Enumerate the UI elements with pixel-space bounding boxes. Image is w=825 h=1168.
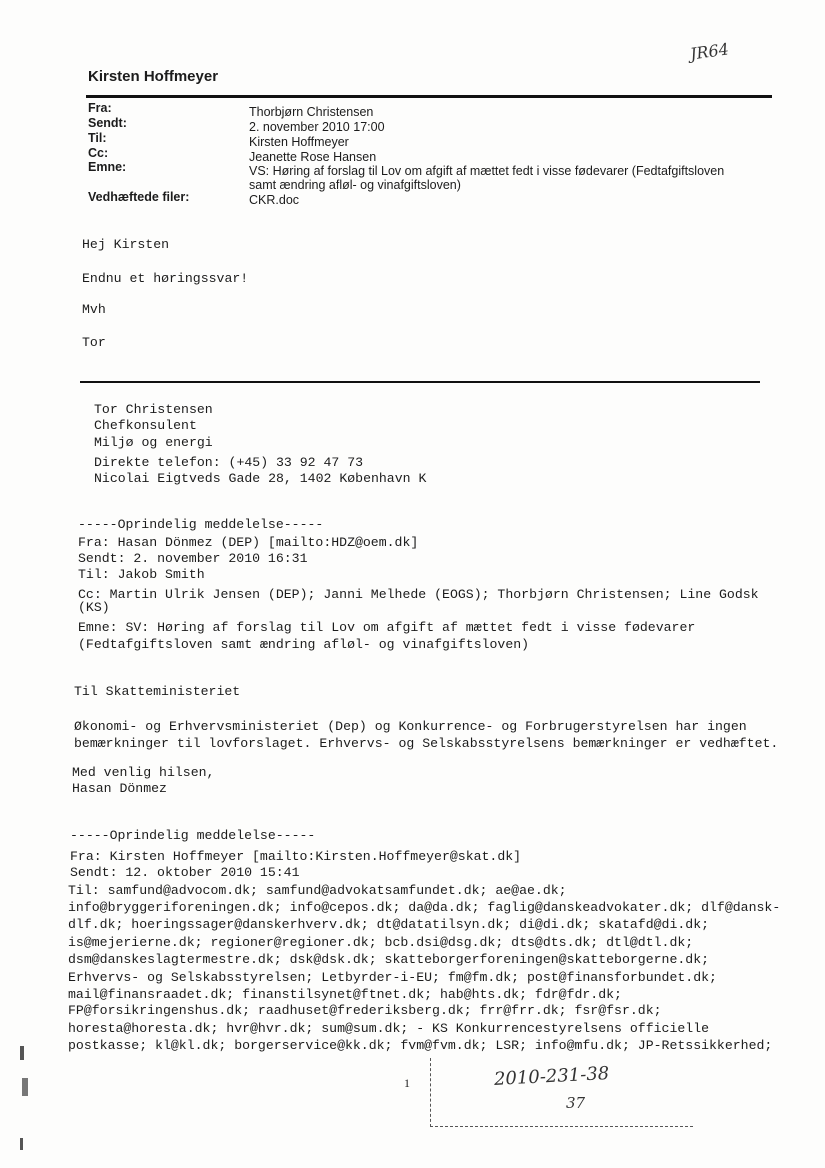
- forward2-sent: Sendt: 12. oktober 2010 15:41: [70, 865, 300, 880]
- forward1-subject-line2: (Fedtafgiftsloven samt ændring afløl- og vinafgiftsloven): [78, 637, 530, 652]
- margin-mark: [20, 1046, 24, 1060]
- forward2-to-line: dsm@danskeslagtermestre.dk; dsk@dsk.dk; skatteborgerforeningen@skatteborgerne.dk;: [68, 952, 710, 967]
- forward1-sender: Hasan Dönmez: [72, 781, 167, 796]
- forward1-addressee: Til Skatteministeriet: [74, 684, 241, 699]
- forward2-to-line: FP@forsikringenshus.dk; raadhuset@frederiksberg.dk; frr@frr.dk; fsr@fsr.dk;: [68, 1003, 662, 1018]
- margin-mark: [20, 1138, 23, 1150]
- forward2-to-line: dlf.dk; hoeringssager@danskerhverv.dk; dt@datatilsyn.dk; di@di.dk; skatafd@di.dk;: [68, 917, 710, 932]
- forward1-to: Til: Jakob Smith: [78, 567, 205, 582]
- value-subject-line1: VS: Høring af forslag til Lov om afgift af mættet fedt i visse fødevarer (Fedtafgiftsloven: [249, 164, 725, 178]
- stamp-number: 2010-231-38: [493, 1062, 610, 1091]
- forward2-to-line: horesta@horesta.dk; hvr@hvr.dk; sum@sum.dk; - KS Konkurrencestyrelsens officielle: [68, 1021, 710, 1036]
- forward1-paragraph-line1: Økonomi- og Erhvervsministeriet (Dep) og Konkurrence- og Forbrugerstyrelsen har ingen: [74, 719, 747, 734]
- value-from: Thorbjørn Christensen: [249, 105, 374, 119]
- signature-rule: [80, 381, 760, 383]
- forward2-to-line: Erhvervs- og Selskabsstyrelsen; Letbyrder-i-EU; fm@fm.dk; post@finansforbundet.dk;: [68, 970, 717, 985]
- handwritten-mark: JR64: [688, 39, 730, 64]
- forward2-to-line: mail@finansraadet.dk; finanstilsynet@ftnet.dk; hab@hts.dk; fdr@fdr.dk;: [68, 987, 622, 1002]
- value-cc: Jeanette Rose Hansen: [249, 150, 377, 164]
- forward2-from: Fra: Kirsten Hoffmeyer [mailto:Kirsten.Hoffmeyer@skat.dk]: [70, 849, 522, 864]
- forward2-to-line: info@bryggeriforeningen.dk; info@cepos.dk; da@da.dk; faglig@danskeadvokater.dk; dlf@dansk-: [68, 900, 781, 915]
- signature-title: Chefkonsulent: [94, 418, 197, 433]
- value-sent: 2. november 2010 17:00: [249, 120, 385, 134]
- label-attachments: Vedhæftede filer:: [88, 190, 190, 204]
- body-line1: Endnu et høringssvar!: [82, 271, 249, 286]
- forward1-from: Fra: Hasan Dönmez (DEP) [mailto:HDZ@oem.dk]: [78, 535, 419, 550]
- label-sent: Sendt:: [88, 116, 127, 130]
- page-number: 1: [404, 1076, 410, 1090]
- label-from: Fra:: [88, 101, 112, 115]
- body-greeting: Hej Kirsten: [82, 237, 170, 252]
- forward1-paragraph-line2: bemærkninger til lovforslaget. Erhvervs- og Selskabsstyrelsens bemærkninger er vedhæftet.: [74, 736, 779, 751]
- forward1-subject-line1: Emne: SV: Høring af forslag til Lov om afgift af mættet fedt i visse fødevarer: [78, 620, 696, 635]
- label-to: Til:: [88, 131, 107, 145]
- signature-department: Miljø og energi: [94, 435, 213, 450]
- header-rule: [86, 95, 772, 98]
- value-to: Kirsten Hoffmeyer: [249, 135, 349, 149]
- signature-address: Nicolai Eigtveds Gade 28, 1402 København K: [94, 471, 427, 486]
- body-name: Tor: [82, 335, 106, 350]
- margin-mark: [22, 1078, 28, 1096]
- stamp-sub: 37: [566, 1094, 586, 1112]
- label-subject: Emne:: [88, 160, 127, 174]
- forward1-cc-line2: (KS): [78, 600, 110, 615]
- forward1-sent: Sendt: 2. november 2010 16:31: [78, 551, 308, 566]
- signature-phone: Direkte telefon: (+45) 33 92 47 73: [94, 455, 364, 470]
- forward1-regards: Med venlig hilsen,: [72, 765, 215, 780]
- owner-name: Kirsten Hoffmeyer: [88, 68, 219, 85]
- forward1-separator: -----Oprindelig meddelelse-----: [78, 517, 324, 532]
- value-subject-line2: samt ændring afløl- og vinafgiftsloven): [249, 178, 461, 192]
- attachment-link[interactable]: CKR.doc: [249, 193, 300, 207]
- signature-name: Tor Christensen: [94, 402, 213, 417]
- forward2-to-line: is@mejerierne.dk; regioner@regioner.dk; bcb.dsi@dsg.dk; dts@dts.dk; dtl@dtl.dk;: [68, 935, 694, 950]
- label-cc: Cc:: [88, 146, 109, 160]
- forward2-separator: -----Oprindelig meddelelse-----: [70, 828, 316, 843]
- forward1-cc-line1: Cc: Martin Ulrik Jensen (DEP); Janni Melhede (EOGS); Thorbjørn Christensen; Line Godsk: [78, 587, 759, 602]
- forward2-to-line: Til: samfund@advocom.dk; samfund@advokatsamfundet.dk; ae@ae.dk;: [68, 883, 567, 898]
- forward2-to-line: postkasse; kl@kl.dk; borgerservice@kk.dk; fvm@fvm.dk; LSR; info@mfu.dk; JP-Retssikkerhed;: [68, 1038, 773, 1053]
- body-closing: Mvh: [82, 302, 106, 317]
